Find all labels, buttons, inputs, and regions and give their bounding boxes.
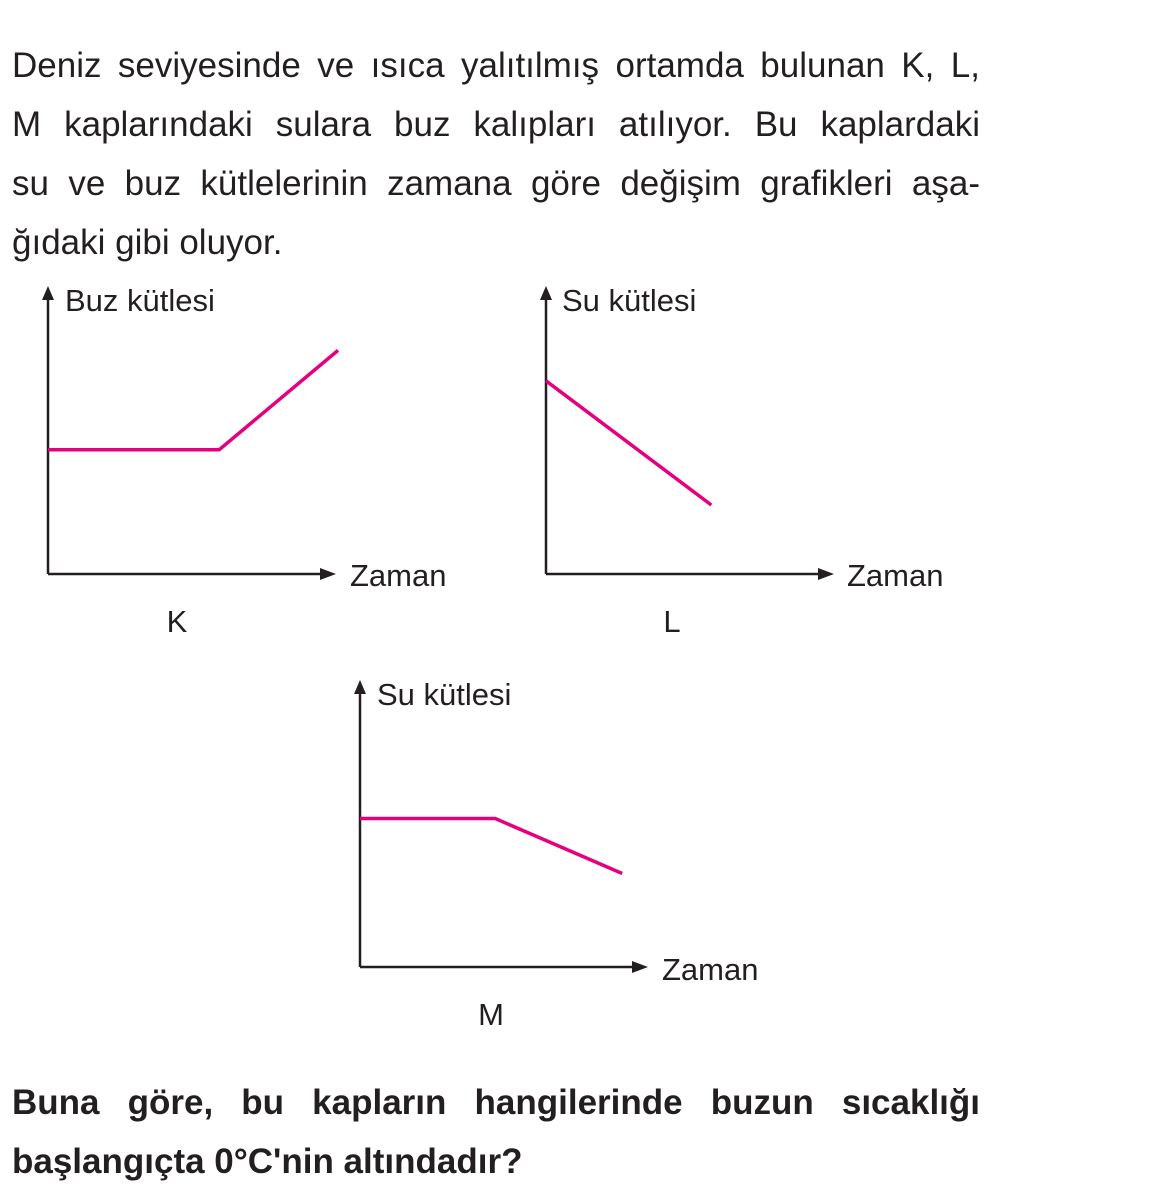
chart-l-caption: L xyxy=(663,604,681,639)
intro-line-3: su ve buz kütlelerinin zamana göre değişim grafikleri aşa- xyxy=(12,164,980,203)
intro-line-2: M kaplarındaki sulara buz kalıpları atılıyor. Bu kaplardaki xyxy=(12,105,980,144)
chart-k-x-arrow-icon xyxy=(320,568,336,580)
chart-m xyxy=(354,677,758,1032)
chart-m-y-arrow-icon xyxy=(354,680,366,694)
chart-l xyxy=(540,283,943,639)
chart-k-ylabel: Buz kütlesi xyxy=(65,283,215,318)
chart-m-x-arrow-icon xyxy=(632,961,648,973)
chart-l-xlabel: Zaman xyxy=(847,558,944,593)
question-line-1: Buna göre, bu kapların hangilerinde buzun sıcaklığı xyxy=(12,1083,980,1122)
chart-k-xlabel: Zaman xyxy=(350,558,447,593)
chart-l-y-arrow-icon xyxy=(540,286,552,300)
chart-l-ylabel: Su kütlesi xyxy=(562,283,697,318)
intro-line-4: ğıdaki gibi oluyor. xyxy=(12,223,283,262)
chart-m-xlabel: Zaman xyxy=(662,952,759,987)
chart-k-series-line xyxy=(48,350,338,449)
intro-line-1: Deniz seviyesinde ve ısıca yalıtılmış ortamda bulunan K, L, xyxy=(12,46,980,85)
chart-k xyxy=(42,283,446,639)
question-text xyxy=(12,1073,980,1191)
chart-l-x-arrow-icon xyxy=(818,568,834,580)
chart-m-series-line xyxy=(360,819,622,874)
chart-l-series-line xyxy=(546,381,711,505)
question-line-2: başlangıçta 0°C'nin altındadır? xyxy=(12,1142,523,1181)
chart-m-ylabel: Su kütlesi xyxy=(377,677,512,712)
chart-k-caption: K xyxy=(166,604,188,639)
chart-m-caption: M xyxy=(478,997,504,1032)
chart-k-y-arrow-icon xyxy=(42,286,54,300)
